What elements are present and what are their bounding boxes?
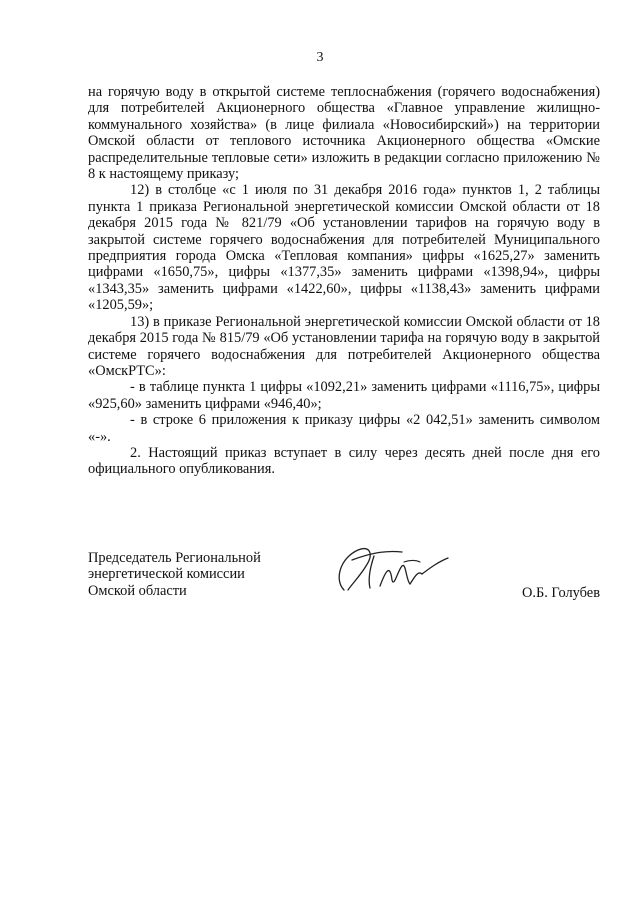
signatory-title-line: Омской области — [88, 582, 187, 599]
signer-name: О.Б. Голубев — [521, 585, 600, 601]
paragraph-effective-date: 2. Настоящий приказ вступает в силу через десять дней после дня его официального опубликования. — [88, 444, 600, 478]
handwritten-signature — [330, 540, 460, 600]
paragraph-item-13-table: - в таблице пункта 1 цифры «1092,21» заменить цифрами «1116,75», цифры «925,60» заменить цифрами «946,40»; — [88, 379, 600, 412]
paragraph-continuation: на горячую воду в открытой системе теплоснабжения (горячего водоснабжения) для потребителей Акционерного общества «Главное управление жилищно-коммунального хозяйства» (в лице филиала «Новосибирский») на территории Омской области от теплового источника Акционерного общества «Омские распределительные тепловые сети» изложить в редакции согласно приложению № 8 к настоящему приказу; — [88, 84, 600, 183]
page-number: 3 — [316, 50, 324, 65]
signatory-title — [88, 550, 328, 599]
paragraph-item-13-appendix: - в строке 6 приложения к приказу цифры «2 042,51» заменить символом «-». — [88, 412, 600, 445]
signatory-title-line: энергетической комиссии — [88, 566, 245, 583]
paragraph-item-12: 12) в столбце «с 1 июля по 31 декабря 2016 года» пунктов 1, 2 таблицы пункта 1 приказа Региональной энергетической комиссии Омской области от 18 декабря 2015 года № 821/79 «Об установлении тарифов на горячую воду в закрытой системе горячего водоснабжения для потребителей Муниципального предприятия города Омска «Тепловая компания» цифры «1625,27» заменить цифрами «1650,75», цифры «1377,35» заменить цифрами «1398,94», цифры «1343,35» заменить цифрами «1422,60», цифры «1138,43» заменить цифрами «1205,59»; — [88, 182, 600, 314]
document-body — [88, 84, 600, 478]
paragraph-item-13: 13) в приказе Региональной энергетической комиссии Омской области от 18 декабря 2015 года № 815/79 «Об установлении тарифа на горячую воду в закрытой системе горячего водоснабжения для потребителей Акционерного общества «ОмскРТС»: — [88, 313, 600, 379]
signatory-title-line: Председатель Региональной — [88, 550, 261, 566]
